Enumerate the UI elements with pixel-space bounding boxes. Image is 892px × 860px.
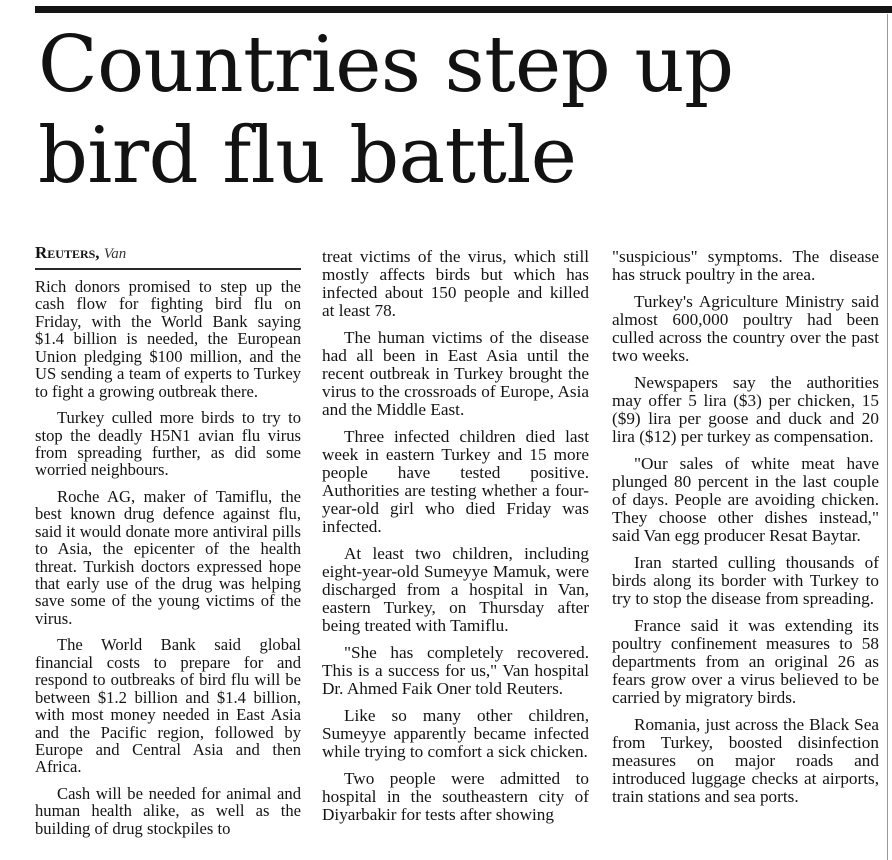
article-paragraph: France said it was extending its poultry confinement measures to 58 departments from an original 26 as fears grow over a virus believed to be carried by migratory birds. <box>612 616 879 707</box>
headline-line-2: bird flu battle <box>38 111 577 201</box>
article-paragraph: Roche AG, maker of Tamiflu, the best known drug defence against flu, said it would donate more antiviral pills to Asia, the epicenter of the health threat. Turkish doctors expressed hope that early use of the drug was helping save some of the young victims of the virus. <box>35 486 301 628</box>
byline-place: Van <box>103 246 127 262</box>
article-paragraph: Turkey's Agriculture Ministry said almost 600,000 poultry had been culled across the country over the past two weeks. <box>612 292 879 365</box>
article-paragraph: Three infected children died last week in eastern Turkey and 15 more people have tested positive. Authorities are testing whether a four-year-old girl who died Friday was infected. <box>322 427 589 536</box>
headline-line-1: Countries step up <box>38 20 734 110</box>
article-paragraph: Romania, just across the Black Sea from Turkey, boosted disinfection measures on major roads and introduced luggage checks at airports, train stations and sea ports. <box>612 715 879 806</box>
column-3-body <box>612 248 879 806</box>
top-rule <box>35 6 892 13</box>
article-column-3 <box>612 248 879 815</box>
right-column-rule <box>887 14 888 860</box>
article-paragraph: "Our sales of white meat have plunged 80 percent in the last couple of days. People are avoiding chicken. They choose other dishes instead," said Van egg producer Resat Baytar. <box>612 454 879 545</box>
article-paragraph: Two people were admitted to hospital in the southeastern city of Diyarbakir for tests after showing <box>322 769 589 824</box>
article-paragraph: "suspicious" symptoms. The disease has struck poultry in the area. <box>612 247 879 284</box>
article-paragraph: treat victims of the virus, which still mostly affects birds but which has infected about 150 people and killed at least 78. <box>322 247 589 320</box>
byline-agency: Reuters, <box>35 243 100 262</box>
article-paragraph: The World Bank said global financial costs to prepare for and respond to outbreaks of bird flu will be between $1.2 billion and $1.4 billion, with most money needed in East Asia and the Pacific region, followed by Europe and Central Asia and then Africa. <box>35 635 301 777</box>
article-paragraph: Turkey culled more birds to try to stop the deadly H5N1 avian flu virus from spreading further, as did some worried neighbours. <box>35 408 301 480</box>
byline <box>35 244 301 262</box>
article-paragraph: Iran started culling thousands of birds along its border with Turkey to try to stop the disease from spreading. <box>612 553 879 608</box>
article-paragraph: The human victims of the disease had all been in East Asia until the recent outbreak in Turkey brought the virus to the crossroads of Europe, Asia and the Middle East. <box>322 328 589 419</box>
article-paragraph: At least two children, including eight-year-old Sumeyye Mamuk, were discharged from a hospital in Van, eastern Turkey, on Thursday after being treated with Tamiflu. <box>322 544 589 635</box>
article-paragraph: Cash will be needed for animal and human health alike, as well as the building of drug stockpiles to <box>35 783 301 838</box>
column-2-body <box>322 248 589 824</box>
column-1-body <box>35 278 301 837</box>
headline <box>38 20 878 202</box>
article-paragraph: Newspapers say the authorities may offer 5 lira ($3) per chicken, 15 ($9) lira per goose and duck and 20 lira ($12) per turkey as compensation. <box>612 373 879 446</box>
byline-rule <box>35 268 301 270</box>
article-paragraph: Like so many other children, Sumeyye apparently became infected while trying to comfort a sick chicken. <box>322 706 589 761</box>
article-paragraph: Rich donors promised to step up the cash flow for fighting bird flu on Friday, with the World Bank saying $1.4 billion is needed, the European Union pledging $100 million, and the US sending a team of experts to Turkey to fight a growing outbreak there. <box>35 277 301 401</box>
article-paragraph: "She has completely recovered. This is a success for us," Van hospital Dr. Ahmed Faik Oner told Reuters. <box>322 643 589 698</box>
article-column-2 <box>322 248 589 833</box>
article-column-1 <box>35 244 301 846</box>
